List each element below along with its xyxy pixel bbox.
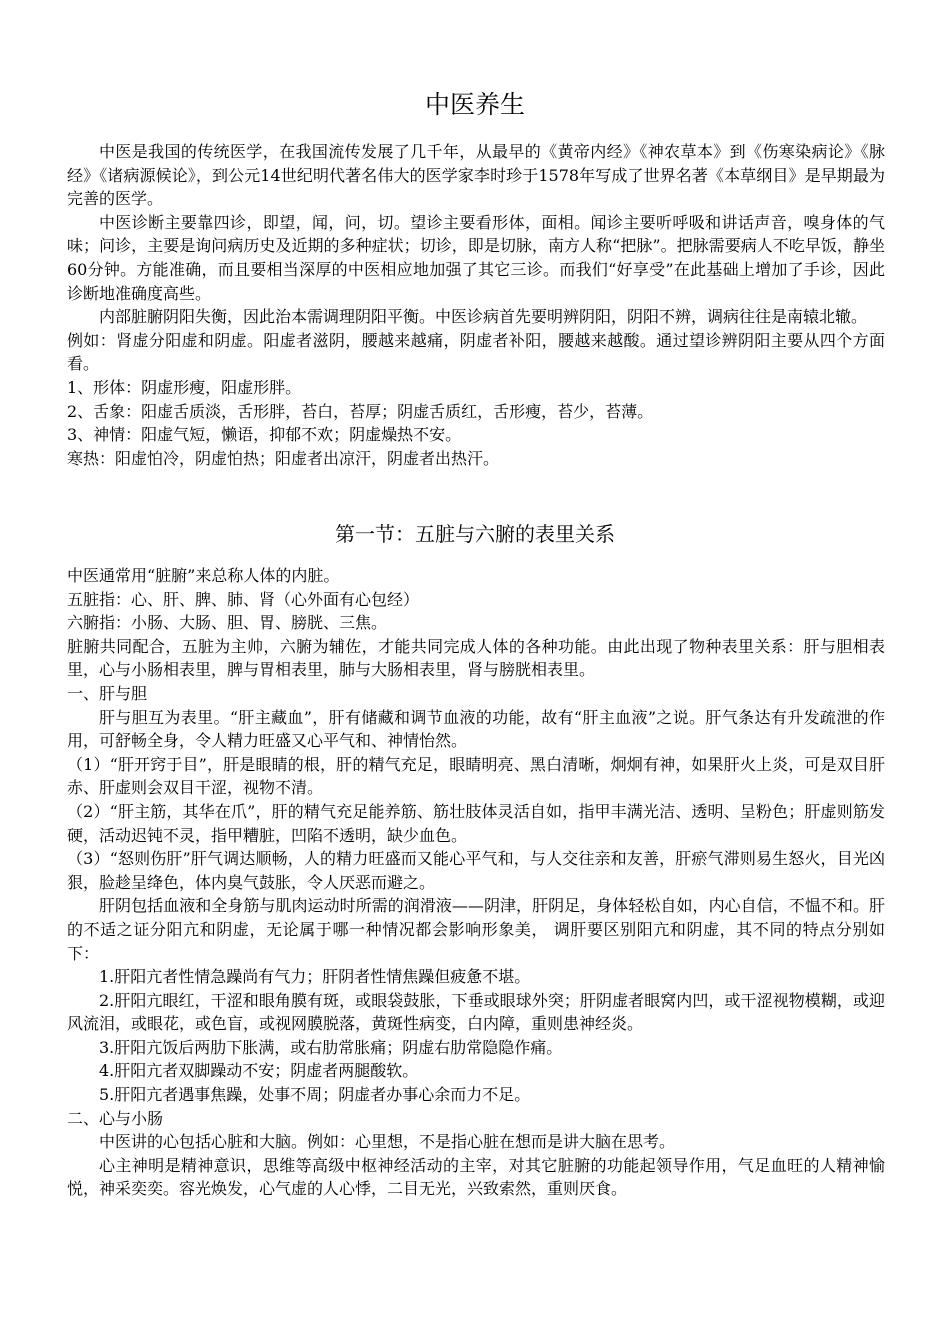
intro-block [67,140,885,470]
list-item: （2）“肝主筋，其华在爪”，肝的精气充足能养筋、筋壮肢体灵活自如，指甲丰满光洁、透明、呈粉色；肝虚则筋发硬，活动迟钝不灵，指甲糟脏，凹陷不透明，缺少血色。 [67,801,885,845]
section-heading: 第一节：五脏与六腑的表里关系 [335,522,615,546]
paragraph: 中医讲的心包括心脏和大脑。例如：心里想，不是指心脏在想而是讲大脑在思考。 [99,1132,676,1152]
paragraph: 心主神明是精神意识，思维等高级中枢神经活动的主宰，对其它脏腑的功能起领导作用，气足血旺的人精神愉悦，神采奕奕。容光焕发，心气虚的人心悸，二目无光，兴致索然，重则厌食。 [67,1155,885,1199]
list-item: 5.肝阳亢者遇事焦躁，处事不周；阴虚者办事心余而力不足。 [99,1085,531,1105]
subsection-heading: 一、肝与胆 [67,683,148,703]
list-item: （1）“肝开窍于目”，肝是眼睛的根，肝的精气充足，眼睛明亮、黑白清晰，炯炯有神，如果肝火上炎，可是双目肝赤、肝虚则会双目干涩，视物不清。 [67,754,885,798]
list-item: （3）“怒则伤肝”肝气调达顺畅，人的精力旺盛而又能心平气和，与人交往亲和友善，肝瘀气滞则易生怒火，目光凶狠，脸趁呈绛色，体内臭气鼓胀，令人厌恶而避之。 [67,849,885,892]
list-item: 2.肝阳亢眼红，干涩和眼角膜有斑，或眼袋鼓胀，下垂或眼球外突；肝阴虚者眼窝内凹，或干涩视物模糊，或迎风流泪，或眼花，或色盲，或视网膜脱落，黄斑性病变，白内障，重则患神经炎。 [67,990,885,1034]
list-item: 3、神情：阳虚气短，懒语，抑郁不欢；阴虚燥热不安。 [67,425,462,445]
paragraph: 寒热：阳虚怕冷，阴虚怕热；阳虚者出凉汗，阴虚者出热汗。 [67,448,500,468]
paragraph: 中医通常用“脏腑”来总称人体的内脏。 [67,566,340,585]
paragraph: 中医诊断主要靠四诊，即望，闻，问，切。望诊主要看形体，面相。闻诊主要听呼吸和讲话声音，嗅身体的气味；问诊，主要是询问病历史及近期的多种症状；切诊，即是切脉，南方人称“把脉”。把脉需要病人不吃早饭，静坐60分钟。方能准确，而且要相当深厚的中医相应地加强了其它三诊。而我们“好享受”在此基础上增加了手诊，因此诊断地准确度高些。 [67,212,885,303]
paragraph: 中医是我国的传统医学，在我国流传发展了几千年，从最早的《黄帝内经》《神农草本》到《伤寒染病论》《脉经》《诸病源候论》，到公元14世纪明代著名伟大的医学家李时珍于1578年写成了世界名著《本草纲目》是早期最为完善的医学。 [67,142,885,209]
document-title: 中医养生 [424,90,525,119]
section-block [67,564,885,1201]
paragraph: 六腑指：小肠、大肠、胆、胃、膀胱、三焦。 [67,613,388,633]
list-item: 1、形体：阴虚形瘦，阳虚形胖。 [67,377,302,397]
list-item: 3.肝阳亢饭后两肋下胀满，或右肋常胀痛；阴虚右肋常隐隐作痛。 [99,1037,563,1057]
paragraph: 脏腑共同配合，五脏为主帅，六腑为辅佐，才能共同完成人体的各种功能。由此出现了物种表里关系：肝与胆相表里，心与小肠相表里，脾与胃相表里，肺与大肠相表里，肾与膀胱相表里。 [67,636,885,680]
list-item: 2、舌象：阳虚舌质淡，舌形胖，苔白，苔厚；阴虚舌质红，舌形瘦，苔少，苔薄。 [67,401,654,421]
subsection-heading: 二、心与小肠 [67,1108,164,1128]
paragraph: 内部脏腑阴阳失衡，因此治本需调理阴阳平衡。中医诊病首先要明辨阴阳，阴阳不辨，调病往往是南辕北辙。 [99,307,868,327]
paragraph: 五脏指：心、肝、脾、肺、肾（心外面有心包经） [67,589,420,609]
paragraph: 肝与胆互为表里。“肝主藏血”，肝有储藏和调节血液的功能，故有“肝主血液”之说。肝气条达有升发疏泄的作用，可舒畅全身，令人精力旺盛又心平气和、神情怡然。 [67,707,885,751]
list-item: 4.肝阳亢者双脚躁动不安；阴虚者两腿酸软。 [99,1061,419,1081]
paragraph: 例如：肾虚分阳虚和阴虚。阳虚者滋阴，腰越来越痛，阴虚者补阳，腰越来越酸。通过望诊辨阴阳主要从四个方面看。 [67,330,885,374]
list-item: 1.肝阳亢者性情急躁尚有气力；肝阴者性情焦躁但疲惫不堪。 [99,967,531,987]
paragraph: 肝阴包括血液和全身筋与肌肉运动时所需的润滑液——阴津，肝阴足，身体轻松自如，内心自信，不愠不和。肝的不适之证分阳亢和阴虚，无论属于哪一种情况都会影响形象美， 调肝要区别阳亢和阴虚，其不同的特点分别如下： [67,896,885,963]
